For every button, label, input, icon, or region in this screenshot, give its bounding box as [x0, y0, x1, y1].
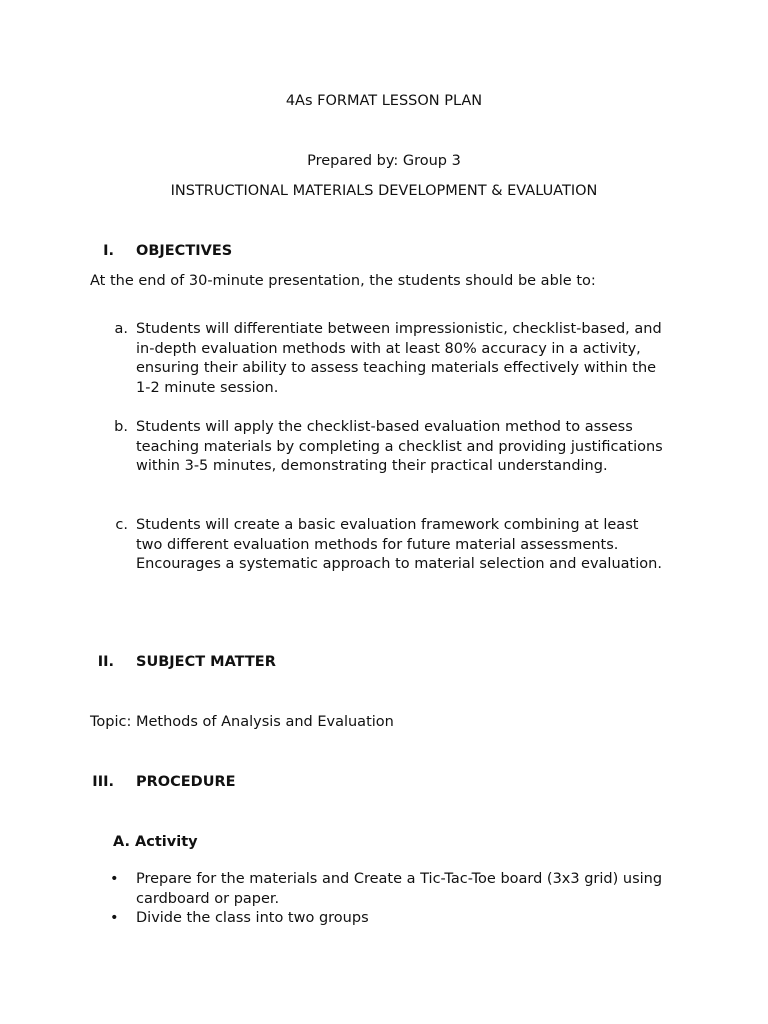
objective-text: Students will apply the checklist-based evaluation method to assess teaching materials by completing a checklist and providing justifications within 3-5 minutes, demonstrating their practical understanding.	[136, 419, 663, 474]
objectives-intro: At the end of 30-minute presentation, the students should be able to:	[90, 273, 596, 289]
subject-matter-heading-text: SUBJECT MATTER	[136, 654, 276, 670]
objective-marker: a.	[114, 321, 128, 337]
list-item	[110, 870, 670, 910]
objective-text: Students will differentiate between impressionistic, checklist-based, and in-depth evaluation methods with at least 80% accuracy in a activity, ensuring their ability to assess teaching materials effectively within the 1-2 minute session.	[136, 321, 662, 396]
objectives-numeral: I.	[103, 243, 114, 259]
bullet-icon: •	[110, 910, 119, 926]
activity-heading: A. Activity	[113, 834, 198, 850]
objective-marker: c.	[115, 517, 128, 533]
procedure-heading-text: PROCEDURE	[136, 774, 236, 790]
topic-line: Topic: Methods of Analysis and Evaluation	[90, 714, 394, 730]
objective-marker: b.	[114, 419, 128, 435]
document-title: 4As FORMAT LESSON PLAN	[285, 93, 483, 109]
objective-item-c	[110, 516, 670, 596]
procedure-numeral: III.	[92, 774, 114, 790]
bullet-text: Prepare for the materials and Create a Tic-Tac-Toe board (3x3 grid) using cardboard or paper.	[136, 871, 663, 907]
bullet-icon: •	[110, 871, 119, 887]
objectives-heading-text: OBJECTIVES	[136, 243, 233, 259]
bullet-text: Divide the class into two groups	[136, 910, 369, 926]
list-item	[110, 909, 670, 929]
objective-item-a	[110, 320, 670, 400]
objective-item-b	[110, 418, 670, 498]
subject-matter-numeral: II.	[97, 654, 114, 670]
prepared-by: Prepared by: Group 3	[307, 153, 461, 169]
objective-text: Students will create a basic evaluation framework combining at least two different evaluation methods for future material assessments. Encourages a systematic approach to material selection and evaluation.	[136, 517, 662, 572]
course-title: INSTRUCTIONAL MATERIALS DEVELOPMENT & EVALUATION	[170, 183, 598, 199]
